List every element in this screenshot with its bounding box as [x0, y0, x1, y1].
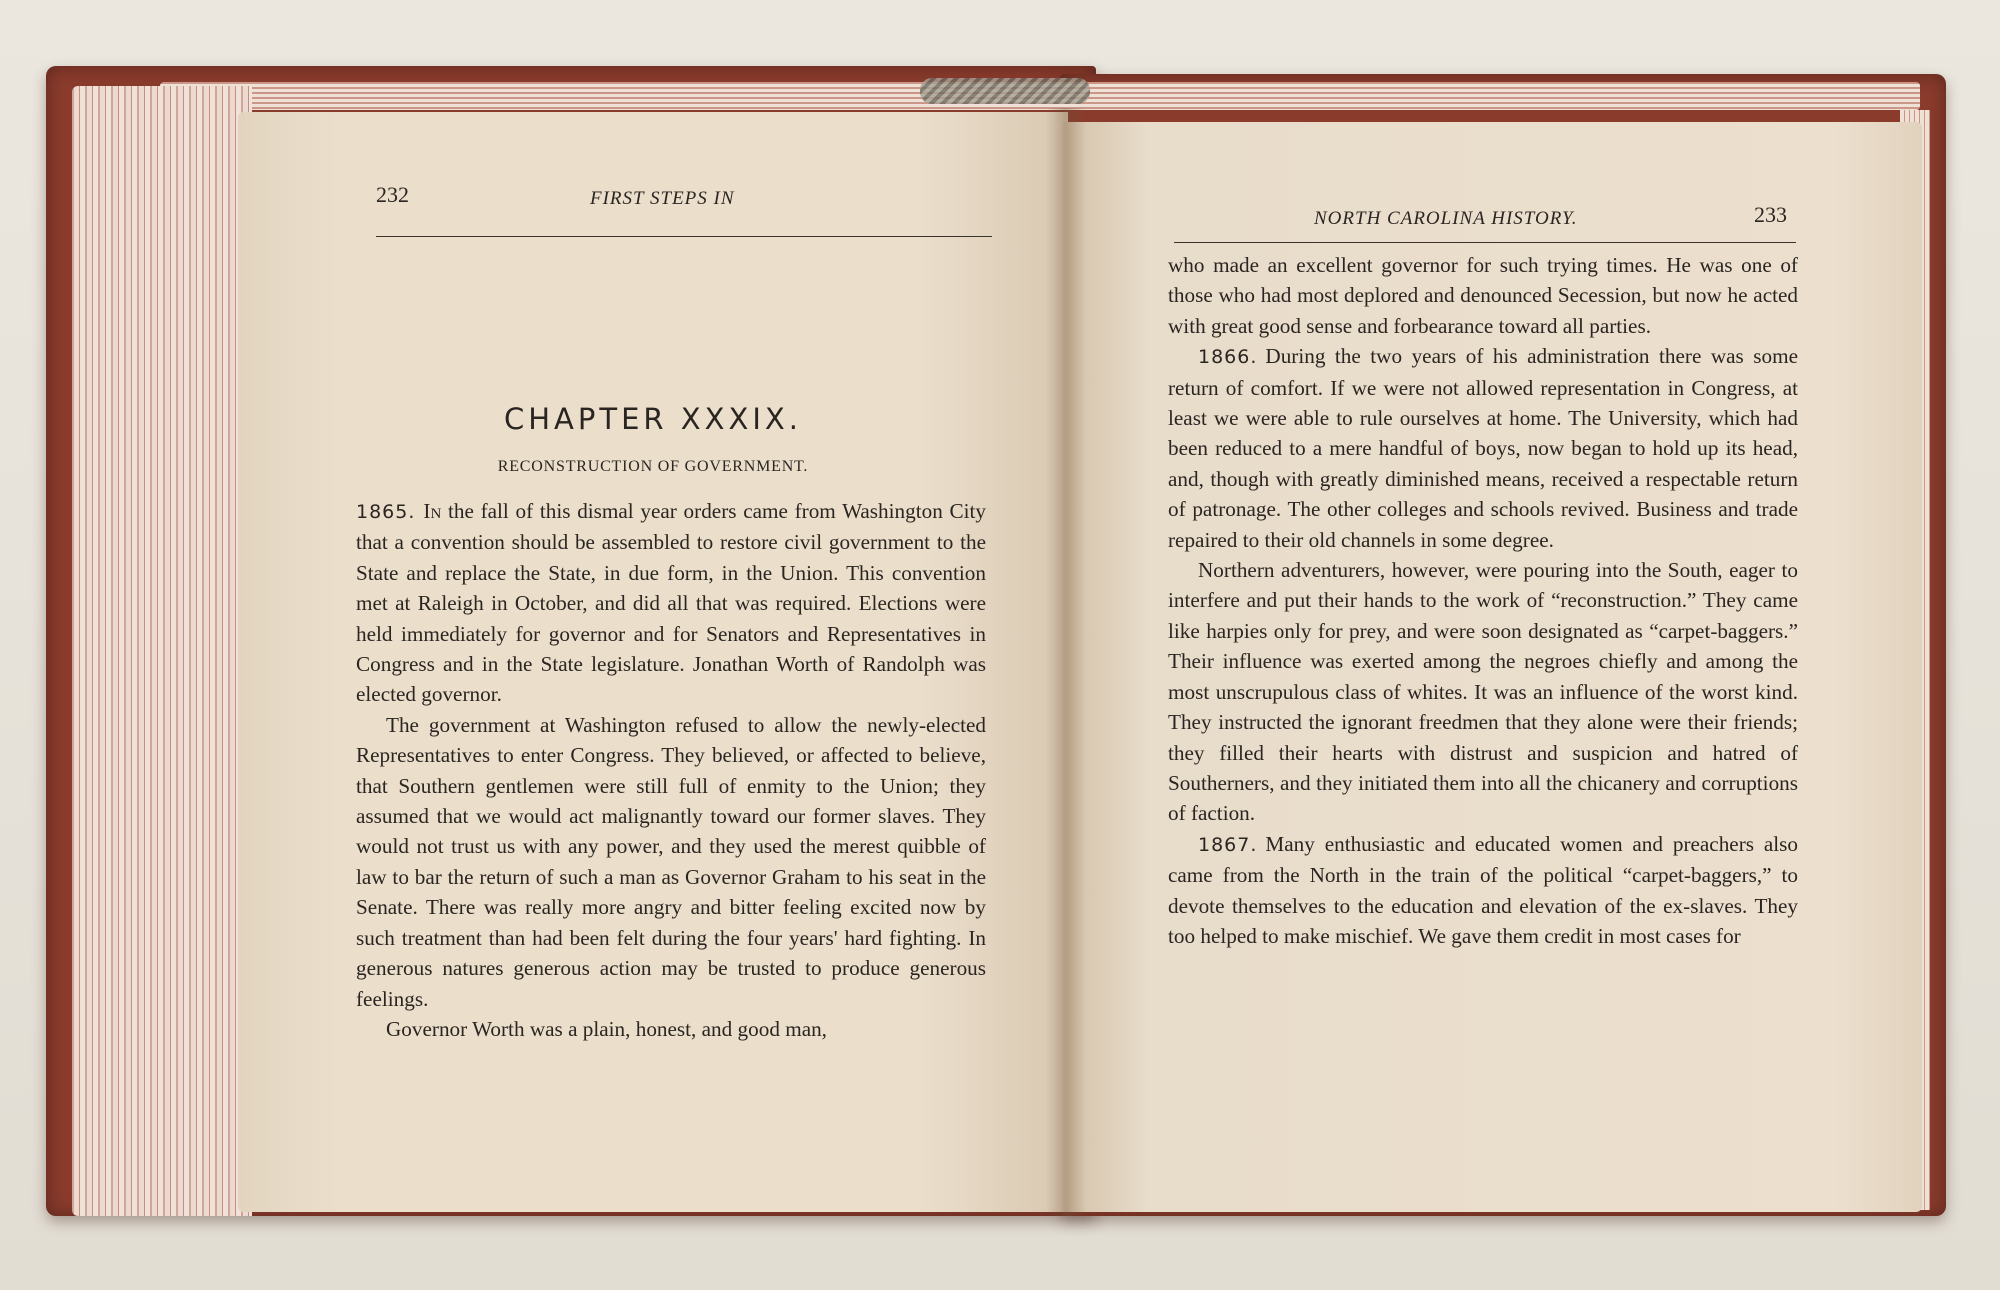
paragraph [356, 496, 986, 710]
paragraph-text: the fall of this dismal year orders came from Washington City that a convention should be assembled to restore civil government to the State and replace the State, in due form, in the Union. This convention met at Raleigh in October, and did all that was required. Elections were held immediately for governor and for Senators and Representatives in Congress and in the State legislature. Jonathan Worth of Randolph was elected governor. [356, 499, 986, 707]
paragraph [1168, 250, 1798, 341]
chapter-subtitle: RECONSTRUCTION OF GOVERNMENT. [497, 458, 809, 475]
paragraph [356, 1014, 986, 1044]
paragraph [1168, 341, 1798, 555]
paragraph-text: During the two years of his administration there was some return of comfort. If we were not allowed representation in Congress, at least we were able to rule ourselves at home. The University, which had been reduced to a mere handful of boys, now began to hold up its head, and, though with greatly diminished means, received a respectable return of patronage. The other colleges and schools revived. Business and trade repaired to their old channels in some degree. [1168, 344, 1798, 552]
paragraph-text: Many enthusiastic and educated women and preachers also came from the North in the train of the political “carpet-baggers,” to devote themselves to the education and elevation of the ex-slaves. They too helped to make mischief. We gave them credit in most cases for [1168, 831, 1798, 948]
left-running-header [238, 182, 1068, 222]
right-running-header [1062, 202, 1922, 242]
header-rule [376, 236, 992, 237]
year-marker: 1865. [356, 501, 416, 523]
paragraph [1168, 829, 1798, 952]
book-gutter [1046, 108, 1086, 1216]
paragraph-text: Governor Worth was a plain, honest, and good man, [386, 1016, 827, 1041]
left-page[interactable] [238, 112, 1068, 1212]
paragraph-text: who made an excellent governor for such trying times. He was one of those who had most deplored and denounced Secession, but now he acted with great good sense and forbearance toward all parties. [1168, 253, 1798, 338]
paragraph-text: Northern adventurers, however, were pouring into the South, eager to interfere and put their hands to the work of “reconstruction.” They came like harpies only for prey, and were soon designated as “carpet-baggers.” Their influence was exerted among the negroes chiefly and among the most unscrupulous class of whites. It was an influence of the worst kind. They instructed the ignorant freedmen that they alone were their friends; they filled their hearts with distrust and suspicion and hatred of Southerners, and they initiated them into all the chicanery and corruptions of faction. [1168, 558, 1798, 826]
right-page[interactable] [1062, 122, 1922, 1212]
paragraph [1168, 555, 1798, 829]
dropcap-word: In [423, 499, 442, 523]
paragraph [356, 710, 986, 1014]
page-number: 232 [376, 182, 409, 207]
page-edges-left [72, 86, 252, 1216]
running-head: NORTH CAROLINA HISTORY. [1314, 208, 1578, 229]
right-body-text [1168, 250, 1798, 951]
running-head: FIRST STEPS IN [590, 188, 735, 209]
year-marker: 1867. [1198, 833, 1258, 856]
paragraph-text: The government at Washington refused to allow the newly-elected Representatives to enter Congress. They believed, or affected to believe, that Southern gentlemen were still full of enmity to the Union; they assumed that we would act malignantly toward our former slaves. They would not trust us with any power, and they used the merest quibble of law to bar the return of such a man as Governor Graham to his seat in the Senate. There was really more angry and bitter feeling excited now by such treatment than had been felt during the four years' hard fighting. In generous natures generous action may be trusted to produce generous feelings. [356, 712, 986, 1011]
binding-thread [920, 78, 1090, 104]
page-number: 233 [1754, 202, 1787, 227]
year-marker: 1866. [1198, 346, 1258, 369]
header-rule [1174, 242, 1796, 243]
chapter-title: CHAPTER XXXIX. [503, 402, 803, 436]
left-body-text [356, 496, 986, 1044]
